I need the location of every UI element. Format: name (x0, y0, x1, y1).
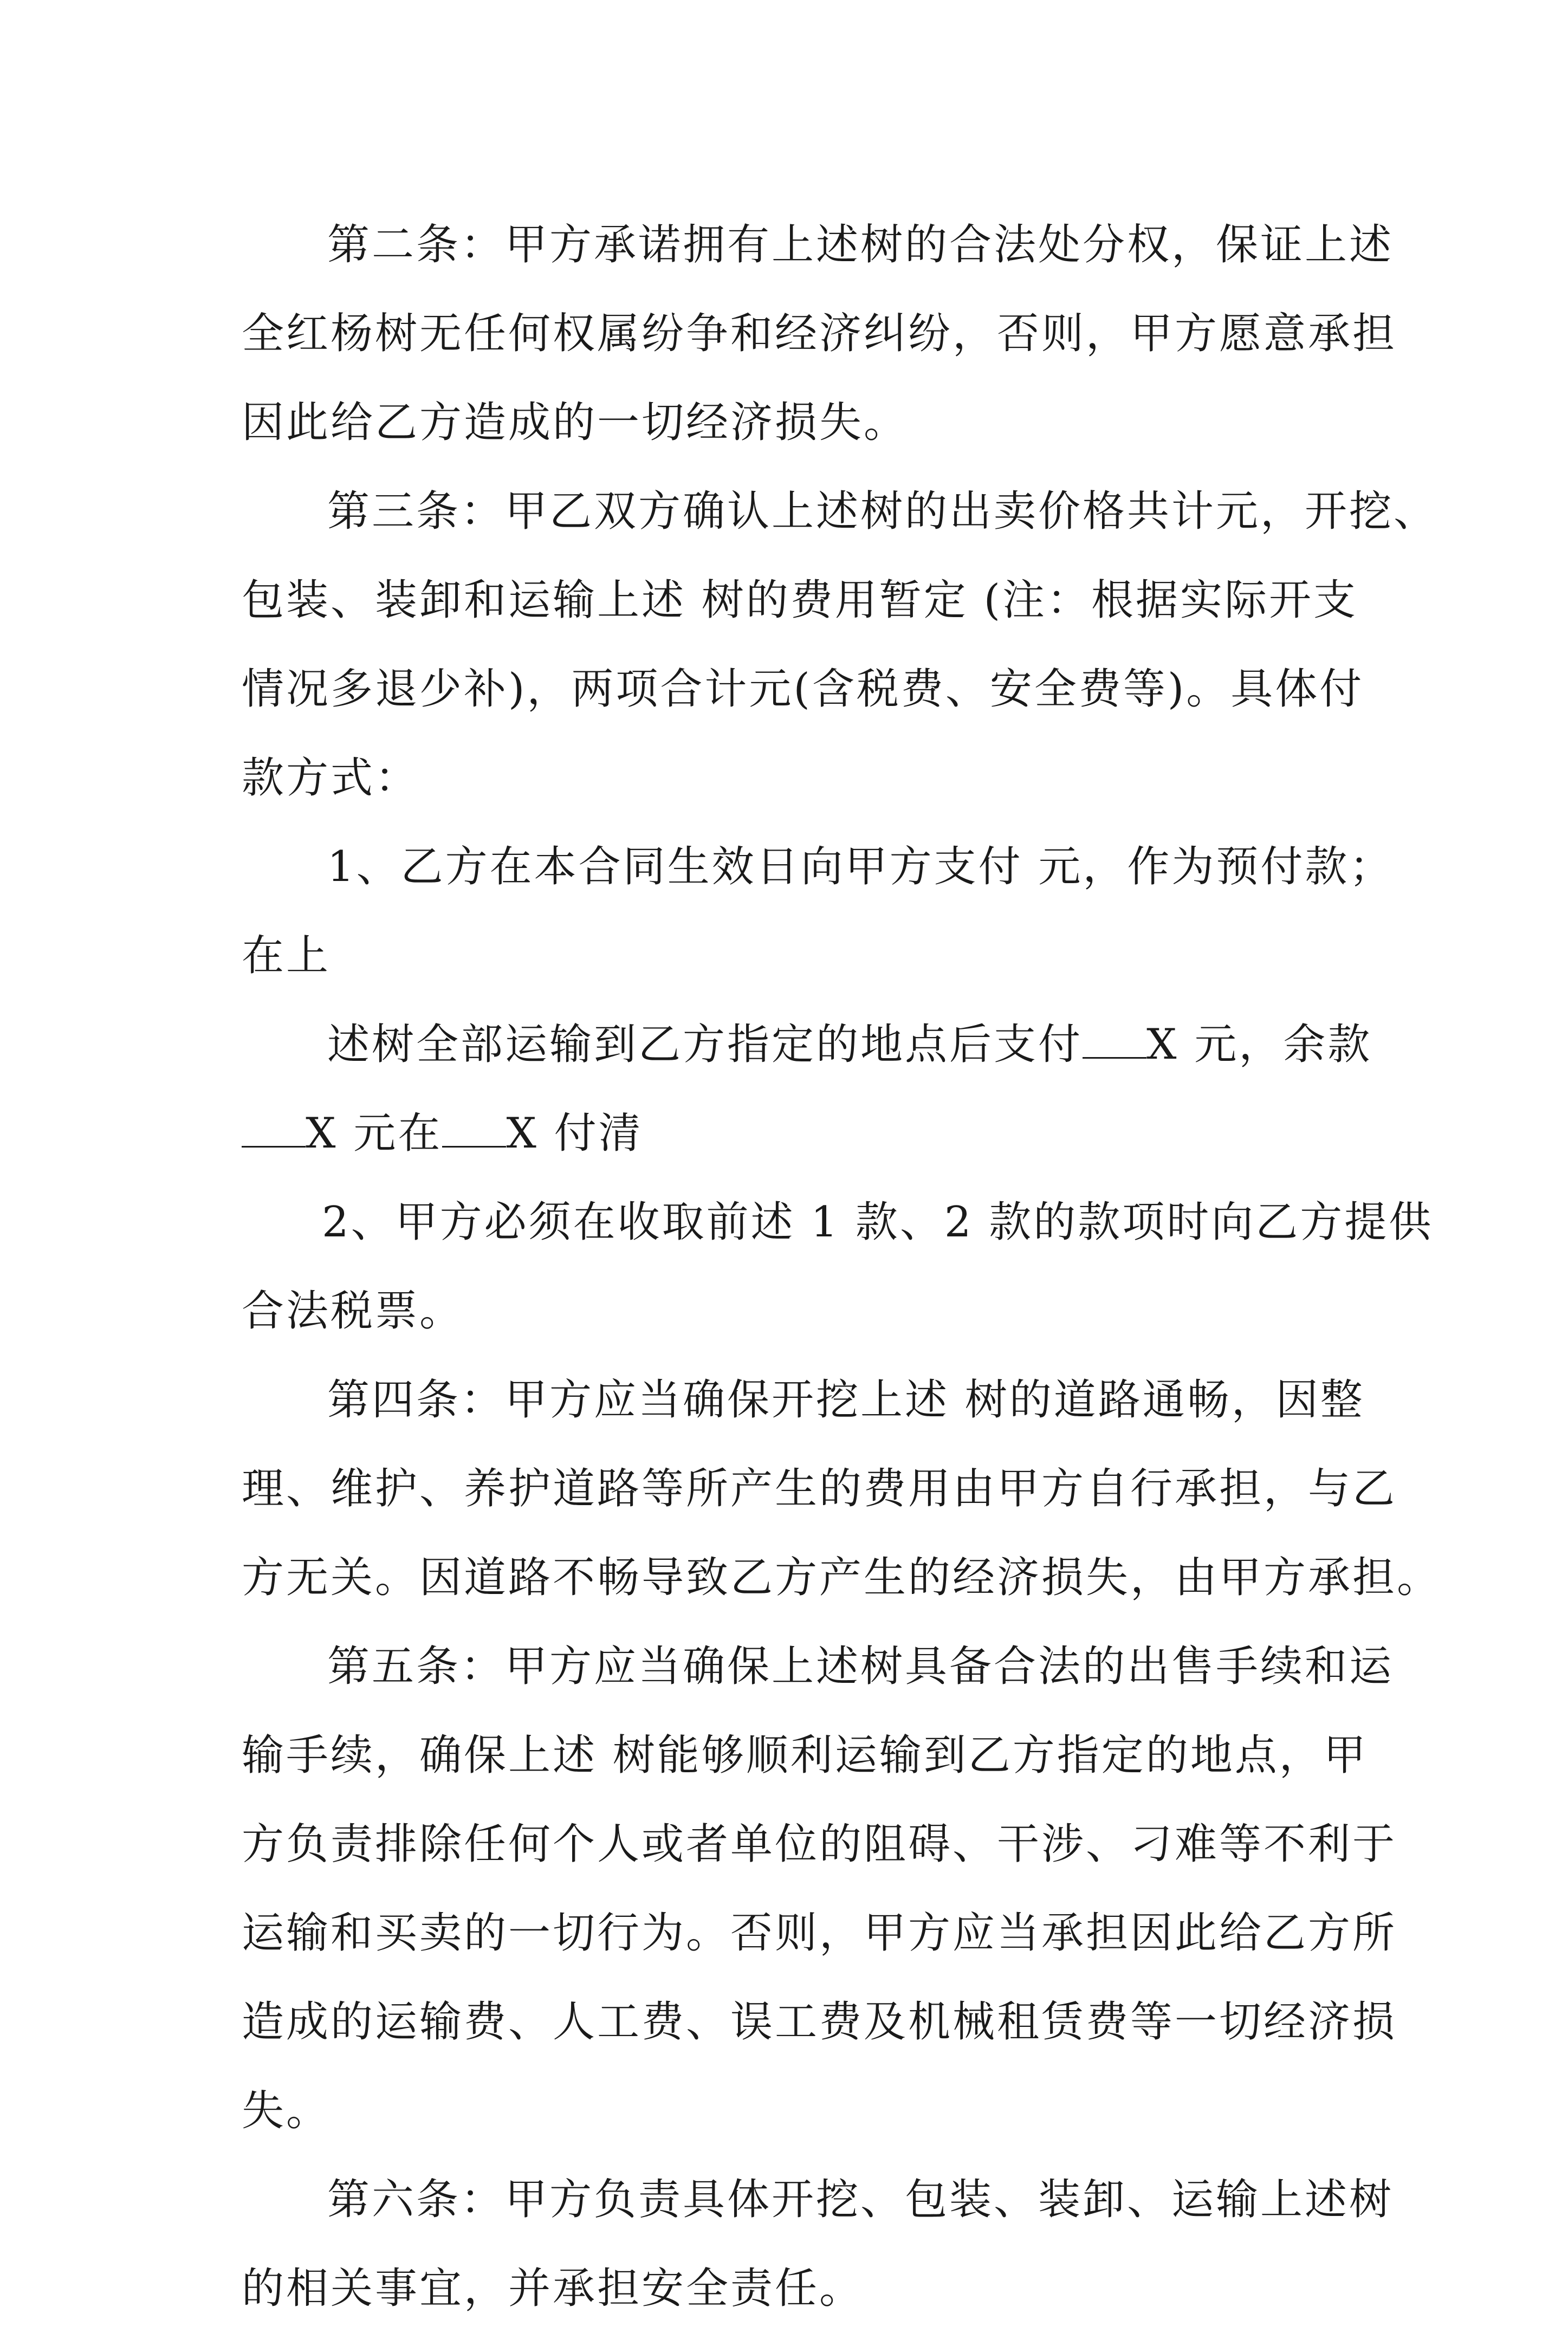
article-5-line-5: 造成的运输费、人工费、误工费及机械租赁费等一切经济损 (242, 1998, 1397, 2046)
item-1-line-3-text-a: 述树全部运输到乙方指定的地点后支付 (327, 1020, 1083, 1069)
article-2-line-3: 因此给乙方造成的一切经济损失。 (242, 398, 909, 447)
item-1-line-1: 1、乙方在本合同生效日向甲方支付 元，作为预付款； (327, 843, 1394, 891)
article-5-line-3: 方负责排除任何个人或者单位的阻碍、干涉、刁难等不利于 (242, 1820, 1397, 1869)
item-2-line-1: 2、甲方必须在收取前述 1 款、2 款的款项时向乙方提供 (322, 1198, 1434, 1247)
article-6-line-1: 第六条：甲方负责具体开挖、包装、装卸、运输上述树 (327, 2175, 1394, 2224)
article-4 (242, 1356, 1442, 1622)
contract-body (242, 200, 1442, 2333)
payment-item-2 (242, 1178, 1434, 1356)
article-4-line-1: 第四条：甲方应当确保开挖上述 树的道路通畅，因整 (327, 1376, 1365, 1424)
article-3 (242, 467, 1439, 822)
blank-underline (442, 1113, 506, 1148)
article-4-line-2: 理、维护、养护道路等所产生的费用由甲方自行承担，与乙 (242, 1464, 1397, 1513)
article-4-line-3: 方无关。因道路不畅导致乙方产生的经济损失，由甲方承担。 (242, 1553, 1442, 1602)
article-3-line-4: 款方式： (242, 754, 420, 802)
article-3-line-3: 情况多退少补)，两项合计元(含税费、安全费等)。具体付 (242, 665, 1364, 714)
item-1-line-4-text-a: X 元在 (306, 1109, 443, 1158)
item-1-line-3 (242, 1000, 1372, 1089)
article-6-line-2: 的相关事宜，并承担安全责任。 (242, 2264, 864, 2313)
article-3-line-1: 第三条：甲乙双方确认上述树的出卖价格共计元，开挖、 (327, 487, 1439, 536)
payment-item-1 (242, 822, 1394, 1178)
item-1-line-2: 在上 (242, 931, 331, 980)
article-2-line-2: 全红杨树无任何权属纷争和经济纠纷，否则，甲方愿意承担 (242, 309, 1397, 358)
item-1-line-4 (242, 1089, 1347, 1178)
article-5-line-4: 运输和买卖的一切行为。否则，甲方应当承担因此给乙方所 (242, 1909, 1397, 1958)
blank-underline (1083, 1025, 1146, 1059)
article-2 (242, 200, 1397, 467)
article-6 (242, 2155, 1394, 2333)
item-2-line-2: 合法税票。 (242, 1287, 464, 1336)
article-5-line-2: 输手续，确保上述 树能够顺利运输到乙方指定的地点，甲 (242, 1731, 1368, 1780)
article-3-line-2: 包装、装卸和运输上述 树的费用暂定 (注：根据实际开支 (242, 576, 1358, 625)
article-5-line-1: 第五条：甲方应当确保上述树具备合法的出售手续和运 (327, 1642, 1394, 1691)
item-1-line-4-text-b: X 付清 (506, 1109, 643, 1158)
article-5-line-6: 失。 (242, 2086, 331, 2135)
article-2-line-1: 第二条：甲方承诺拥有上述树的合法处分权，保证上述 (327, 221, 1394, 269)
blank-underline (242, 1113, 306, 1148)
article-5 (242, 1622, 1397, 2155)
item-1-line-3-text-b: X 元，余款 (1146, 1020, 1372, 1069)
